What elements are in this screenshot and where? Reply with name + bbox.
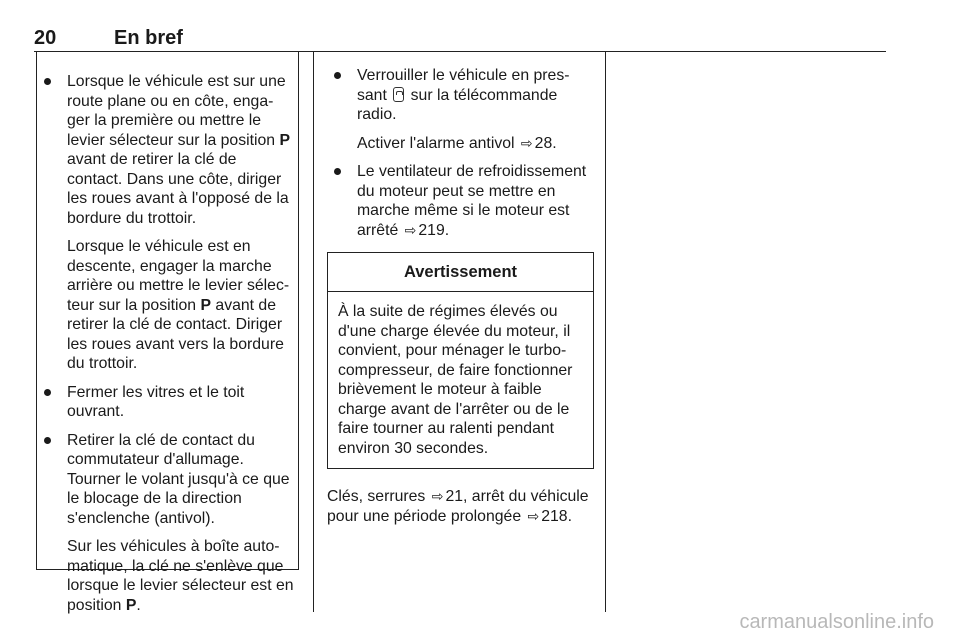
parking-instructions-box (36, 52, 299, 614)
page-reference-link[interactable]: 219 (418, 221, 445, 239)
warning-box (327, 252, 594, 469)
bullet-icon (44, 437, 51, 444)
paragraph: Clés, serrures ⇨ 21, arrêt du véhicule pour une période prolongée ⇨ 218. (327, 488, 589, 525)
paragraph: Fermer les vitres et le toit ouvrant. (67, 383, 245, 420)
column-divider (605, 52, 606, 612)
arrow-reference-icon: ⇨ (431, 488, 444, 504)
page-reference-link[interactable]: 21 (445, 488, 464, 505)
warning-body: À la suite de régimes élevés ou d'une charge élevée du moteur, il convient, pour ménager le turbo-compresseur, de faire fonctionner brièvement le moteur à faible charge avant de l'arrêter ou de le faire tourner au ralenti pendant environ 30 secondes. (338, 303, 573, 457)
arrow-reference-icon: ⇨ (520, 134, 533, 151)
list-item (37, 383, 298, 422)
watermark: carmanualsonline.info (739, 611, 934, 633)
bullet-icon (44, 78, 51, 85)
page-header (34, 27, 886, 52)
list-item (327, 66, 595, 153)
paragraph: Sur les véhicules à boîte auto-matique, la clé ne s'enlève que lorsque le levier sélecteur est en position P. (67, 538, 294, 614)
bullet-icon (334, 168, 341, 175)
right-column (327, 66, 595, 526)
arrow-reference-icon: ⇨ (404, 221, 417, 238)
bullet-icon (334, 72, 341, 79)
paragraph: Lorsque le véhicule est sur une route plane ou en côte, enga-ger la première ou mettre le levier sélecteur sur la position P avant de retirer la clé de contact. Dans une côte, diriger les roues avant à l'opposé de la bordure du trottoir. (67, 73, 291, 227)
lock-key-icon (393, 87, 404, 102)
column-divider (313, 52, 314, 612)
warning-title: Avertissement (328, 253, 593, 292)
page-reference-link[interactable]: 218 (541, 507, 568, 525)
list-item (327, 162, 595, 240)
bullet-icon (44, 389, 51, 396)
arrow-reference-icon: ⇨ (527, 507, 540, 524)
list-item (37, 72, 298, 374)
page-reference-link[interactable]: 28 (534, 134, 553, 152)
paragraph: Verrouiller le véhicule en pres-sant sur la télécommande radio. (357, 67, 570, 123)
paragraph: Retirer la clé de contact du commutateur d'allumage. Tourner le volant jusqu'à ce que le blocage de la direction s'enclenche (antivol). (67, 431, 290, 527)
page-number: 20 (34, 27, 57, 49)
chapter-title: En bref (114, 27, 183, 49)
paragraph: Le ventilateur de refroidissement du moteur peut se mettre en marche même si le moteur est arrêté ⇨ 219. (357, 163, 587, 239)
paragraph: Activer l'alarme antivol ⇨ 28. (357, 134, 557, 152)
list-item (37, 431, 298, 616)
paragraph: Lorsque le véhicule est en descente, engager la marche arrière ou mettre le levier sélec-teur sur la position P avant de retirer la clé de contact. Diriger les roues avant vers la bordure du trottoir. (67, 238, 290, 372)
